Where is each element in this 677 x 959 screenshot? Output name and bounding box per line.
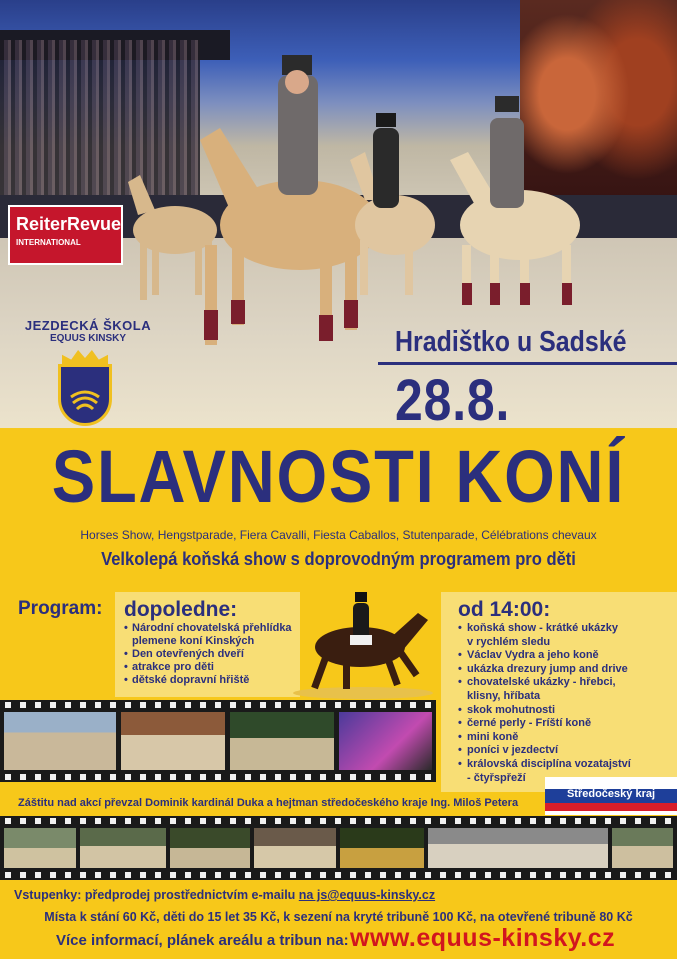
list-item: • poníci v jezdectví <box>458 744 648 758</box>
equus-kinsky-logo <box>18 318 158 344</box>
list-item: • Václav Vydra a jeho koně <box>458 649 648 663</box>
afternoon-list <box>458 622 648 785</box>
list-item: • mini koně <box>458 731 648 745</box>
event-title: SLAVNOSTI KONÍ <box>51 435 626 518</box>
photo-filmstrip-upper <box>0 700 436 782</box>
list-item: • dětské dopravní hřiště <box>124 674 292 687</box>
tickets-info: Vstupenky: předprodej prostřednictvím e-mailu na js@equus-kinsky.cz <box>14 888 436 902</box>
photo-frame <box>254 828 336 868</box>
photo-frame <box>612 828 673 868</box>
photo-frame <box>121 712 225 770</box>
email-link[interactable]: na js@equus-kinsky.cz <box>298 888 436 902</box>
photo-frame <box>340 828 424 868</box>
morning-title: dopoledne: <box>124 598 238 621</box>
list-item: klisny, hříbata <box>467 689 541 702</box>
logo-line1: JEZDECKÁ ŠKOLA <box>24 318 152 333</box>
morning-list <box>124 622 292 687</box>
list-item: • koňská show - krátké ukázky <box>458 622 648 636</box>
event-place: Hradištko u Sadské <box>395 326 627 358</box>
website-link[interactable]: www.equus-kinsky.cz <box>350 924 616 952</box>
hero-photo <box>0 0 677 430</box>
list-item: • černé perly - Fríští koně <box>458 717 648 731</box>
list-item: • skok mohutnosti <box>458 704 648 718</box>
show-names: Horses Show, Hengstparade, Fiera Cavalli, Fiesta Caballos, Stutenparade, Célébrations chevaux <box>80 528 597 542</box>
more-info-label: Více informací, plánek areálu a tribun na: <box>56 932 349 949</box>
photo-frame <box>80 828 166 868</box>
afternoon-title: od 14:00: <box>458 598 551 621</box>
photo-filmstrip-lower <box>0 816 677 880</box>
divider <box>378 362 677 365</box>
stredocesky-kraj-logo: Středočeský kraj <box>545 777 677 815</box>
list-item: • Národní chovatelská přehlídka <box>124 622 292 635</box>
photo-frame <box>339 712 432 770</box>
logo-line2: EQUUS KINSKY <box>49 333 127 344</box>
photo-frame <box>428 828 608 868</box>
patron-notice: Záštitu nad akcí převzal Dominik kardinál Duka a hejtman středočeského kraje Ing. Miloš Petera <box>18 797 519 809</box>
sponsor-banner: ReiterRevue INTERNATIONAL <box>8 205 123 265</box>
photo-frame <box>4 712 116 770</box>
list-item: v rychlém sledu <box>467 635 551 648</box>
photo-frame <box>170 828 250 868</box>
list-item: - čtyřspřeží <box>467 771 526 784</box>
list-item: • ukázka drezury jump and drive <box>458 663 648 677</box>
event-tagline: Velkolepá koňská show s doprovodným programem pro děti <box>101 549 576 569</box>
dressage-horse-image <box>288 585 438 700</box>
program-label: Program: <box>18 598 103 619</box>
photo-frame <box>4 828 76 868</box>
list-item: • Den otevřených dveří <box>124 648 292 661</box>
prices-info: Místa k stání 60 Kč, děti do 15 let 35 Kč, k sezení na kryté tribuně 100 Kč, na otevřené tribuně 80 Kč <box>44 910 633 924</box>
event-date: 28.8. <box>395 368 511 430</box>
list-item: • chovatelské ukázky - hřebci, <box>458 676 648 690</box>
list-item: • královská disciplína vozatajství <box>458 758 648 772</box>
list-item: plemene koní Kinských <box>132 635 255 647</box>
photo-frame <box>230 712 334 770</box>
list-item: • atrakce pro děti <box>124 661 292 674</box>
shield-icon <box>58 364 112 426</box>
